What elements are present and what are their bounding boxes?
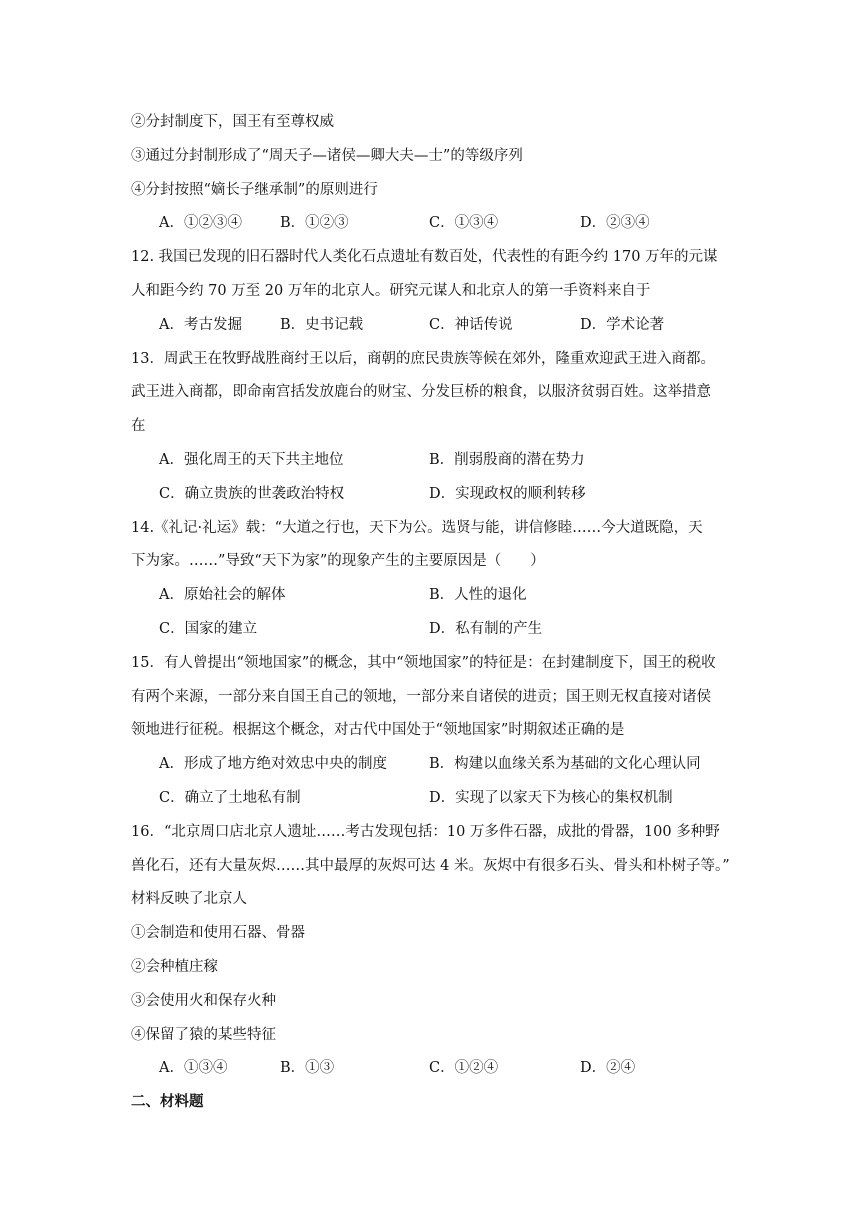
text-line: ②会种植庄稼 [131, 959, 218, 975]
answer-option: A．原始社会的解体 [159, 587, 286, 603]
text-line: ②分封制度下，国王有至尊权威 [131, 114, 334, 130]
text-line: 兽化石，还有大量灰烬……其中最厚的灰烬可达 4 米。灰烬中有很多石头、骨头和朴树子等。” [131, 858, 730, 874]
text-line: 人和距今约 70 万至 20 万年的北京人。研究元谋人和北京人的第一手资料来自于 [131, 283, 651, 299]
text-line: 材料反映了北京人 [131, 891, 247, 907]
answer-option: C．神话传说 [429, 317, 513, 333]
answer-option: B．史书记载 [280, 317, 364, 333]
answer-option: D．②④ [580, 1060, 636, 1076]
text-line: 16．“北京周口店北京人遗址……考古发现包括：10 万多件石器，成批的骨器，100 多种野 [131, 824, 720, 840]
text-line: 15．有人曾提出“领地国家”的概念，其中“领地国家”的特征是：在封建制度下，国王的税收 [131, 655, 716, 671]
answer-option: B．①③ [280, 1060, 335, 1076]
answer-option: C．①③④ [429, 215, 499, 231]
text-line: ④分封按照“嫡长子继承制”的原则进行 [131, 182, 378, 198]
text-line: ④保留了猿的某些特征 [131, 1027, 276, 1043]
answer-option: A．①③④ [159, 1060, 228, 1076]
answer-option: C．确立了土地私有制 [159, 790, 301, 806]
text-line: ③会使用火和保存火种 [131, 993, 276, 1009]
answer-option: A．考古发掘 [159, 317, 242, 333]
text-line: 13．周武王在牧野战胜商纣王以后，商朝的庶民贵族等候在郊外，隆重欢迎武王进入商都。 [131, 351, 715, 367]
answer-option: D．私有制的产生 [429, 621, 543, 637]
answer-option: C．国家的建立 [159, 621, 258, 637]
text-line: 在 [131, 418, 146, 434]
answer-option: D．实现了以家天下为核心的集权机制 [429, 790, 673, 806]
section-title: 二、材料题 [131, 1093, 204, 1110]
answer-option: D．②③④ [580, 215, 650, 231]
answer-option: D．学术论著 [580, 317, 665, 333]
text-line: 12. 我国已发现的旧石器时代人类化石点遗址有数百处，代表性的有距今约 170 万年的元谋 [131, 249, 718, 265]
answer-option: D．实现政权的顺利转移 [429, 486, 586, 502]
answer-option: A．形成了地方绝对效忠中央的制度 [159, 756, 387, 772]
answer-option: A．强化周王的天下共主地位 [159, 452, 344, 468]
text-line: ③通过分封制形成了“周天子—诸侯—卿大夫—士”的等级序列 [131, 148, 523, 164]
text-line: 有两个来源，一部分来自国王自己的领地，一部分来自诸侯的进贡；国王则无权直接对诸侯 [131, 689, 711, 705]
answer-option: C．确立贵族的世袭政治特权 [159, 486, 345, 502]
answer-option: B．削弱殷商的潜在势力 [429, 452, 585, 468]
text-line: 下为家。……”导致“天下为家”的现象产生的主要原因是（ ） [131, 553, 545, 569]
text-line: ①会制造和使用石器、骨器 [131, 925, 305, 941]
answer-option: B．人性的退化 [429, 587, 527, 603]
answer-option: A．①②③④ [159, 215, 242, 231]
text-line: 领地进行征税。根据这个概念，对古代中国处于“领地国家”时期叙述正确的是 [131, 722, 625, 738]
answer-option: C．①②④ [429, 1060, 499, 1076]
answer-option: B．①②③ [280, 215, 349, 231]
text-line: 14.《礼记·礼运》载：“大道之行也，天下为公。选贤与能，讲信修睦……今大道既隐，天 [131, 520, 703, 536]
text-line: 武王进入商都，即命南宫括发放鹿台的财宝、分发巨桥的粮食，以服济贫弱百姓。这举措意 [131, 384, 711, 400]
answer-option: B．构建以血缘关系为基础的文化心理认同 [429, 756, 701, 772]
